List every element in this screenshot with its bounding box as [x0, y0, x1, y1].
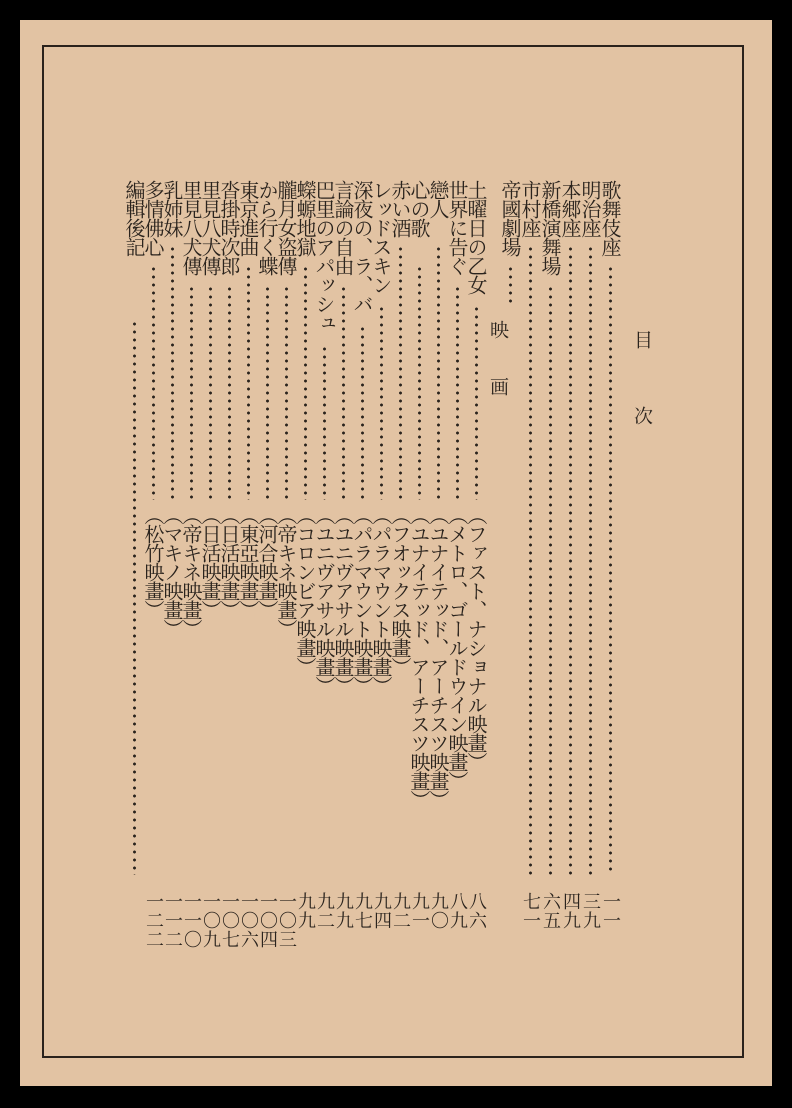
toc-heading: 目 次 [631, 330, 653, 425]
leader-dots [171, 245, 174, 500]
stage-entry-title: 帝國劇場 [498, 180, 522, 256]
film-entry-studio: （ユニヴアサル映畫） [331, 505, 355, 695]
film-entry-studio: （松竹映畫） [141, 505, 165, 619]
film-entry-title: 土曜日の乙女 [464, 180, 488, 294]
leader-dots [190, 285, 193, 500]
film-entry-title: レッドスキン [369, 180, 393, 294]
leader-dots [399, 245, 402, 500]
film-entry-page: 九〇 [428, 892, 449, 930]
closing-entry-title: 編輯後記 [122, 180, 146, 256]
film-entry-page: 一二二 [143, 892, 164, 949]
film-entry-studio: （帝キネ映畫） [179, 505, 203, 638]
film-entry-title: 赤い酒 [388, 180, 412, 237]
film-entry-page: 九四 [371, 892, 392, 930]
film-entry-studio: （東亞映畫） [236, 505, 260, 619]
film-entry-page: 一〇九 [200, 892, 221, 949]
film-entry-title: 心の歌 [407, 180, 431, 237]
film-entry-title: 朧月女盗傳 [274, 180, 298, 275]
film-entry-page: 九二 [390, 892, 411, 930]
leader-dots [323, 345, 326, 500]
film-entry-title: 東京進曲 [236, 180, 260, 256]
stage-entry-title: 明治座 [578, 180, 602, 237]
film-entry-page: 八九 [447, 892, 468, 930]
leader-dots [247, 265, 250, 500]
leader-dots [569, 245, 572, 875]
section-heading-film: 映 画 [487, 320, 509, 396]
stage-entry-page: 一一 [600, 892, 621, 930]
film-entry-page: 一〇六 [238, 892, 259, 949]
film-entry-title: から行く蝶 [255, 180, 279, 275]
leader-dots [342, 285, 345, 500]
film-entry-title: 里見八犬傳 [198, 180, 222, 275]
leader-dots [152, 265, 155, 500]
leader-dots [228, 285, 231, 500]
leader-dots [418, 265, 421, 500]
film-entry-title: 戀人 [426, 180, 450, 218]
leader-dots [361, 325, 364, 500]
film-entry-studio: （ユニヴアサル映畫） [312, 505, 336, 695]
leader-dots [509, 265, 512, 305]
film-entry-page: 九九 [295, 892, 316, 930]
film-entry-studio: （帝キネ映畫） [274, 505, 298, 638]
film-entry-title: 巴里のアパッシュ [312, 180, 336, 332]
film-entry-studio: （フオックス映畫） [388, 505, 412, 676]
stage-entry-page: 六五 [540, 892, 561, 930]
film-entry-studio: （日活映畫） [198, 505, 222, 619]
film-entry-studio: （日活映畫） [217, 505, 241, 619]
film-entry-studio: （河合映畫） [255, 505, 279, 619]
page [20, 20, 772, 1086]
leader-dots [285, 285, 288, 500]
stage-entry-title: 歌舞伎座 [598, 180, 622, 256]
film-entry-studio: （コロンビア映畫） [293, 505, 317, 676]
film-entry-page: 九一 [409, 892, 430, 930]
leader-dots [266, 285, 269, 500]
film-entry-page: 一一二 [162, 892, 183, 949]
film-entry-studio: （ファスト、ナショナル映畫） [464, 505, 488, 771]
film-entry-studio: （ユナイテッド、アーチスツ映畫） [426, 505, 450, 809]
film-entry-title: 蠑螈地獄 [293, 180, 317, 256]
leader-dots [133, 320, 136, 875]
film-entry-page: 一一〇 [181, 892, 202, 949]
leader-dots [589, 245, 592, 875]
film-entry-page: 一〇七 [219, 892, 240, 949]
leader-dots [380, 305, 383, 500]
stage-entry-title: 新橋演舞場 [538, 180, 562, 275]
film-entry-studio: （パラマウント映畫） [350, 505, 374, 695]
film-entry-title: 言論の自由 [331, 180, 355, 275]
leader-dots [437, 245, 440, 500]
film-entry-page: 八六 [466, 892, 487, 930]
film-entry-title: 深夜の、ラ、バ [350, 180, 374, 313]
film-entry-title: 乳姉妹 [160, 180, 184, 237]
film-entry-studio: （マキノ映畫） [160, 505, 184, 638]
leader-dots [304, 265, 307, 500]
leader-dots [456, 285, 459, 500]
leader-dots [609, 265, 612, 875]
leader-dots [529, 245, 532, 875]
film-entry-studio: （パラマウント映畫） [369, 505, 393, 695]
film-entry-title: 里見八犬傳 [179, 180, 203, 275]
stage-entry-page: 七一 [520, 892, 541, 930]
film-entry-page: 一〇三 [276, 892, 297, 949]
film-entry-page: 一〇四 [257, 892, 278, 949]
film-entry-studio: （ユナイテッド、アーチスツ映畫） [407, 505, 431, 809]
leader-dots [209, 285, 212, 500]
stage-entry-title: 本郷座 [558, 180, 582, 237]
stage-entry-page: 四九 [560, 892, 581, 930]
film-entry-page: 九七 [352, 892, 373, 930]
film-entry-page: 九九 [333, 892, 354, 930]
film-entry-studio: （メトロ、ゴールドウイン映畫） [445, 505, 469, 790]
leader-dots [475, 305, 478, 500]
leader-dots [549, 285, 552, 875]
film-entry-title: 多情佛心 [141, 180, 165, 256]
film-entry-page: 九二 [314, 892, 335, 930]
film-entry-title: 沓掛時次郎 [217, 180, 241, 275]
stage-entry-page: 三九 [580, 892, 601, 930]
stage-entry-title: 市村座 [518, 180, 542, 237]
film-entry-title: 世界に告ぐ [445, 180, 469, 275]
